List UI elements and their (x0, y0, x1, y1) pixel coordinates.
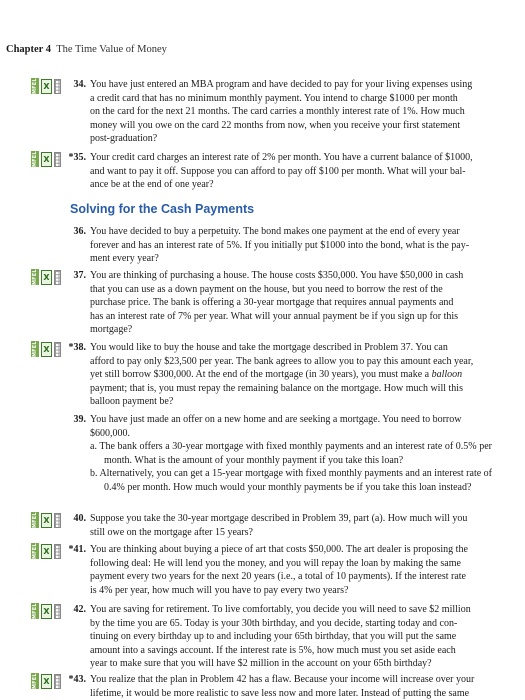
chapter-label: Chapter 4 (6, 44, 52, 55)
text-line (90, 368, 492, 382)
text-line: year to make sure that you will have $2 million in the account on your 65th birthday? (90, 658, 432, 670)
chapter-header (6, 44, 167, 55)
text-line: Suppose you take the 30-year mortgage described in Problem 39, part (a). How much will you (90, 513, 468, 524)
mfe-badge-icon: MFEL (32, 673, 38, 689)
excel-icon: X (41, 342, 52, 357)
text-line: post-graduation? (90, 133, 158, 145)
text-line: amount into a savings account. If the interest rate is 5%, how much must you set aside each (90, 644, 456, 656)
problem-number: *43. (68, 674, 86, 685)
text-line: has an interest rate of 7% per year. What will your annual payment be if you sign up for this (90, 310, 459, 322)
problem-number: 39. (73, 414, 86, 425)
mfe-badge-icon: MFEL (32, 269, 38, 285)
text-line: You are thinking of purchasing a house. The house costs $350,000. You have $50,000 in cash (90, 270, 464, 281)
text-line: You have just made an offer on a new home and are seeking a mortgage. You need to borrow (90, 414, 462, 425)
text-line: You have just entered an MBA program and have decided to pay for your living expenses using (90, 79, 473, 90)
mfe-badge-icon: MFEL (32, 512, 38, 528)
text-line: ment every year? (90, 253, 159, 265)
problem-part-b: b. Alternatively, you can get a 15-year mortgage with fixed monthly payments and an interest rate of 0.4% per month. How much would your monthly payments be if you take this loan instead? (90, 468, 493, 493)
excel-icon: X (41, 152, 52, 167)
text-line: on the card for the next 21 months. The card carries a monthly interest rate of 1%. How much (90, 106, 465, 118)
italic-term: balloon (431, 369, 463, 381)
text-line: ance be at the end of one year? (90, 179, 214, 191)
text-line: You have decided to buy a perpetuity. The bond makes one payment at the end of every year (90, 226, 460, 237)
problem-text (90, 269, 492, 337)
problem-number: *41. (68, 544, 86, 555)
problem-number: 34. (73, 79, 86, 90)
text-line: forever and has an interest rate of 5%. If you initially put $1000 into the bond, what is the pay- (90, 239, 470, 251)
text-line: tinuing on every birthday up to and including your 65th birthday, that you will put the same (90, 631, 457, 643)
problem-text (90, 225, 492, 266)
problem-number: *38. (68, 342, 86, 353)
problem-text (90, 341, 492, 409)
problem-part-a: a. The bank offers a 30-year mortgage with fixed monthly payments and an interest rate of 0.5% per month. What is the amount of your monthly payment if you take this loan? (90, 441, 492, 466)
mfe-badge-icon: MFEL (32, 543, 38, 559)
problem-number: 36. (73, 226, 86, 237)
problem-text (90, 78, 492, 146)
text-line: is 4% per year, how much will you have to pay every two years? (90, 584, 349, 596)
text-line: lifetime, it would be more realistic to save less now and more later. Instead of putting the same (90, 687, 470, 699)
problem-number: 37. (73, 270, 86, 281)
mfe-badge-icon: MFEL (32, 78, 38, 94)
problem-text (90, 603, 492, 671)
section-heading: Solving for the Cash Payments (70, 202, 255, 216)
text-line: afford to pay only $23,500 per year. The bank agrees to allow you to pay this amount each year, (90, 355, 474, 367)
text-line: and want to pay it off. Suppose you can afford to pay off $100 per month. What will your bal- (90, 165, 466, 177)
text-line: You would like to buy the house and take the mortgage described in Problem 37. You can (90, 342, 448, 353)
problem-text (90, 543, 492, 597)
text-fragment: yet still borrow $300,000. At the end of the mortgage (in 30 years), you must make a (90, 369, 432, 381)
text-line: that you can use as a down payment on the house, but you need to borrow the rest of the (90, 283, 443, 295)
text-line: You are saving for retirement. To live comfortably, you decide you will need to save $2 million (90, 604, 471, 615)
text-line: money will you owe on the card 22 months from now, when you receive your first statement (90, 119, 461, 131)
problem-number: *35. (68, 152, 86, 163)
excel-icon: X (41, 513, 52, 528)
text-line: mortgage? (90, 324, 133, 336)
excel-icon: X (41, 544, 52, 559)
text-line: Your credit card charges an interest rate of 2% per month. You have a current balance of $1000, (90, 152, 473, 163)
text-line: You are thinking about buying a piece of art that costs $50,000. The art dealer is proposing the (90, 544, 468, 555)
mfe-badge-icon: MFEL (32, 151, 38, 167)
mfe-badge-icon: MFEL (32, 603, 38, 619)
chapter-title: The Time Value of Money (56, 44, 167, 55)
problem-text (90, 413, 492, 495)
text-line: a credit card that has no minimum monthly payment. You intend to charge $1000 per month (90, 92, 458, 104)
text-line: You realize that the plan in Problem 42 has a flaw. Because your income will increase over your (90, 674, 475, 685)
text-line: payment; that is, you must repay the remaining balance on the mortgage. How much will this (90, 382, 463, 394)
text-line: payment every two years for the next 20 years (i.e., a total of 10 payments). If the interest rate (90, 571, 466, 583)
problem-text (90, 151, 492, 192)
excel-icon: X (41, 604, 52, 619)
text-line: balloon payment be? (90, 396, 174, 408)
text-line: still owe on the mortgage after 15 years? (90, 526, 253, 538)
excel-icon: X (41, 270, 52, 285)
problem-text (90, 512, 492, 539)
problem-text (90, 673, 492, 700)
problem-number: 42. (73, 604, 86, 615)
excel-icon: X (41, 674, 52, 689)
text-line: purchase price. The bank is offering a 30-year mortgage that requires annual payments and (90, 297, 454, 309)
text-line: by the time you are 65. Today is your 30th birthday, and you decide, starting today and con- (90, 617, 458, 629)
mfe-badge-icon: MFEL (32, 341, 38, 357)
excel-icon: X (41, 79, 52, 94)
text-line: $600,000. (90, 427, 130, 439)
text-line: following deal: He will lend you the money, and you will repay the loan by making the same (90, 557, 461, 569)
problem-number: 40. (73, 513, 86, 524)
